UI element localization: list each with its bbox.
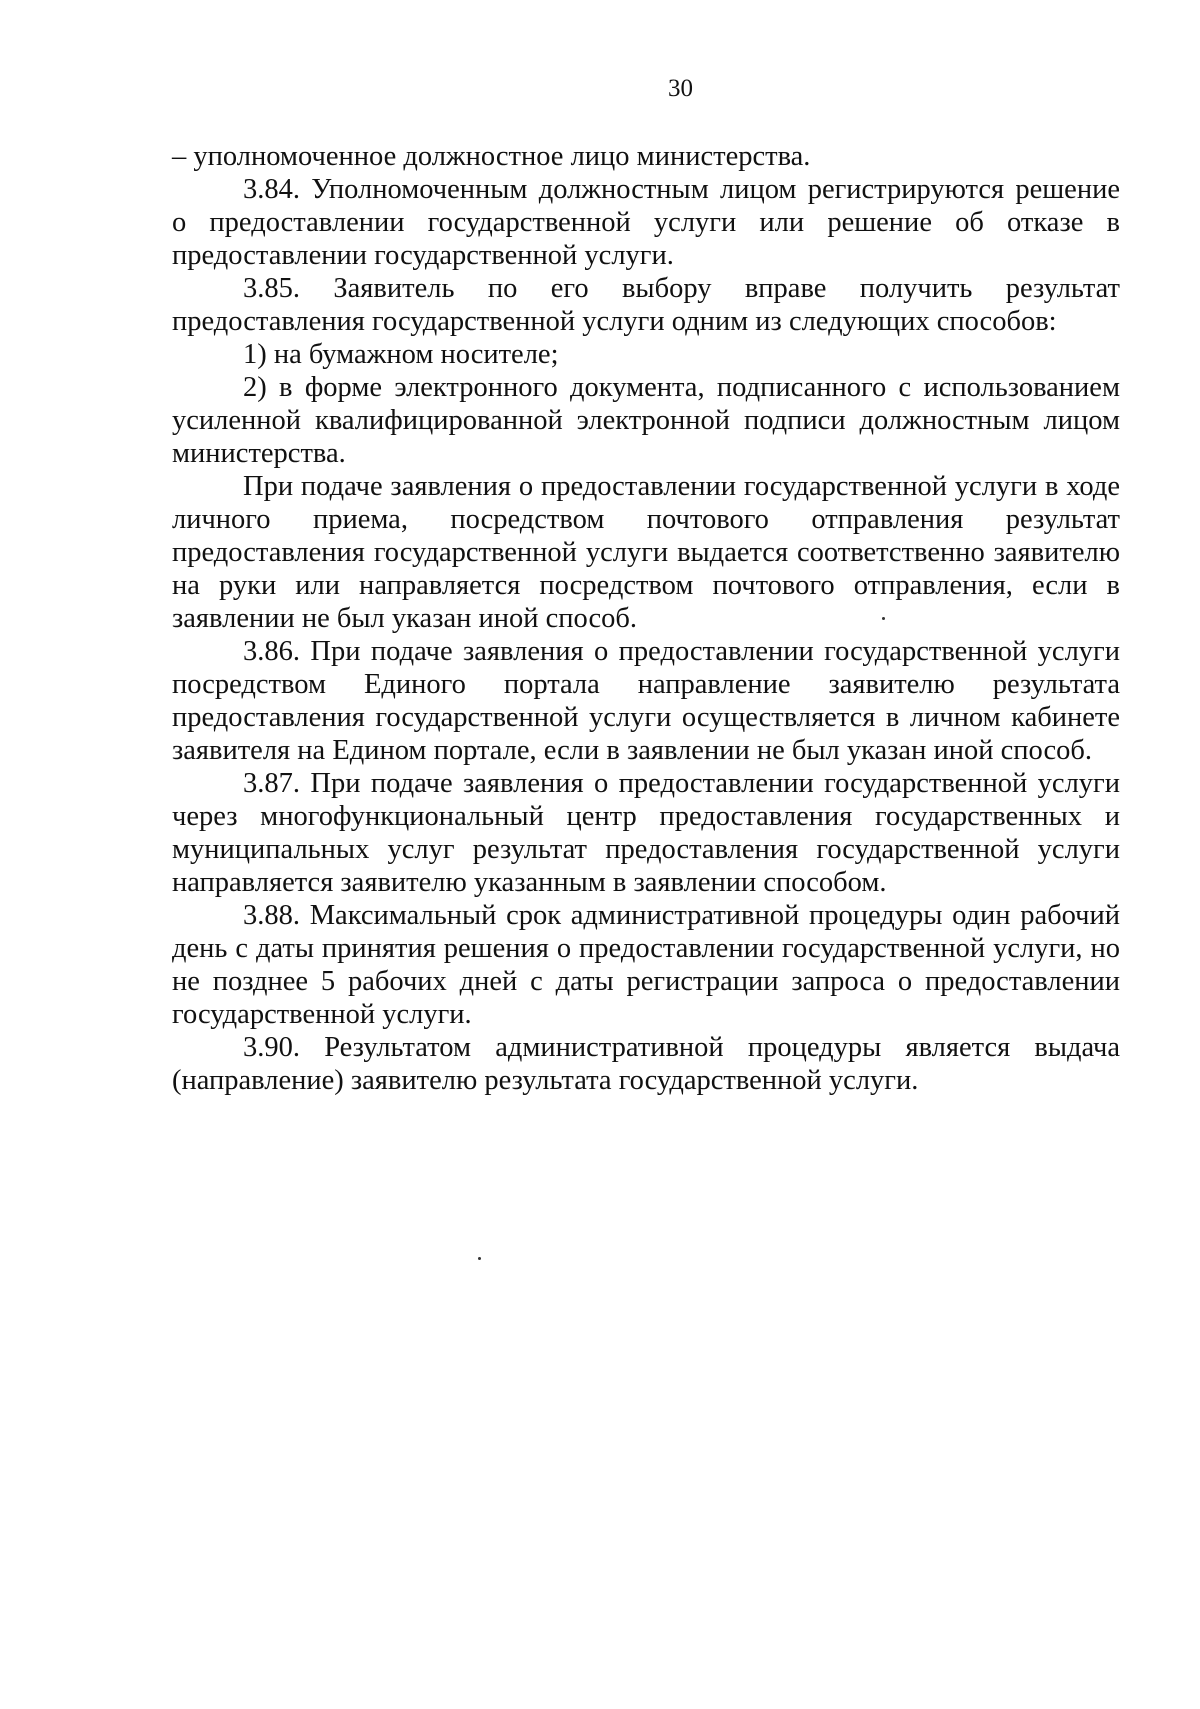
list-item-electronic: 2) в форме электронного документа, подписанного с использованием усиленной квалифицированной электронной подписи должностным лицом министерства.: [172, 372, 1120, 469]
paragraph-3-88: 3.88. Максимальный срок административной процедуры один рабочий день с даты принятия решения о предоставлении государственной услуги, но не позднее 5 рабочих дней с даты регистрации запроса о предоставлении государственной услуги.: [172, 900, 1120, 1030]
paragraph-3-87: 3.87. При подаче заявления о предоставлении государственной услуги через многофункциональный центр предоставления государственных и муниципальных услуг результат предоставления государственной услуги направляется заявителю указанным в заявлении способом.: [172, 768, 1120, 898]
document-body: [172, 140, 1120, 1097]
list-item-paper: 1) на бумажном носителе;: [243, 339, 559, 370]
paragraph-3-84: 3.84. Уполномоченным должностным лицом регистрируются решение о предоставлении государственной услуги или решение об отказе в предоставлении государственной услуги.: [172, 174, 1120, 271]
paragraph-3-86: 3.86. При подаче заявления о предоставлении государственной услуги посредством Единого портала направление заявителю результата предоставления государственной услуги осуществляется в личном кабинете заявителя на Едином портале, если в заявлении не был указан иной способ.: [172, 636, 1120, 766]
paragraph-3-85: 3.85. Заявитель по его выбору вправе получить результат предоставления государственной услуги одним из следующих способов:: [172, 273, 1120, 337]
paragraph-3-90: 3.90. Результатом административной процедуры является выдача (направление) заявителю результата государственной услуги.: [172, 1032, 1120, 1096]
scan-speck: [882, 617, 885, 620]
scan-speck: [478, 1257, 481, 1260]
paragraph-personal-reception: При подаче заявления о предоставлении государственной услуги в ходе личного приема, посредством почтового отправления результат предоставления государственной услуги выдается соответственно заявителю на руки или направляется посредством почтового отправления, если в заявлении не был указан иной способ.: [172, 471, 1120, 634]
page-number: 30: [668, 75, 693, 102]
paragraph-authorized-official: – уполномоченное должностное лицо министерства.: [172, 141, 811, 172]
